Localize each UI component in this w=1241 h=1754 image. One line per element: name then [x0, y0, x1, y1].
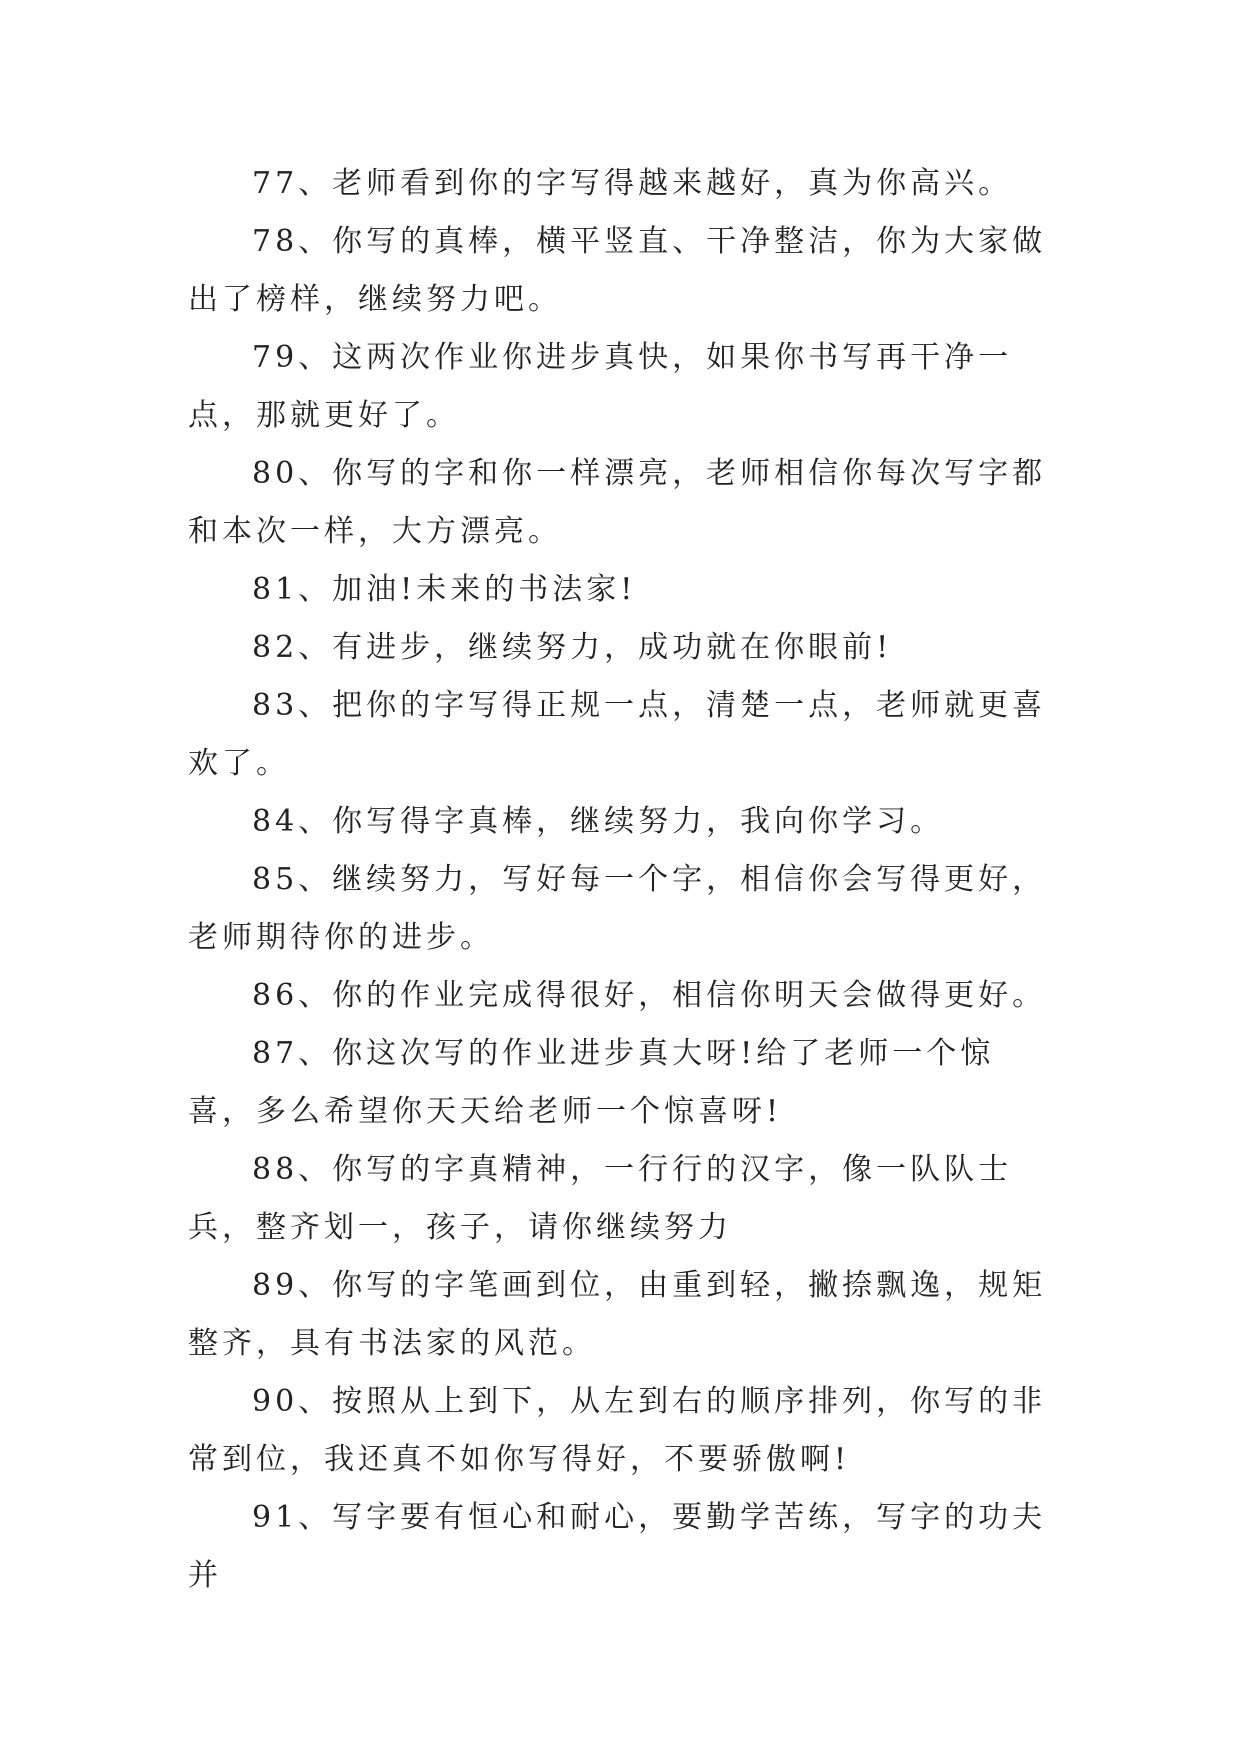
paragraph-82: 82、有进步，继续努力，成功就在你眼前!	[252, 630, 893, 665]
paragraph-83: 83、把你的字写得正规一点，清楚一点，老师就更喜欢了。	[188, 688, 1047, 781]
paragraph-79: 79、这两次作业你进步真快，如果你书写再干净一点，那就更好了。	[188, 340, 1013, 433]
document-body	[188, 155, 1058, 1605]
paragraph-80: 80、你写的字和你一样漂亮，老师相信你每次写字都和本次一样，大方漂亮。	[188, 456, 1047, 549]
paragraph-81: 81、加油!未来的书法家!	[252, 572, 637, 607]
paragraph-88: 88、你写的字真精神，一行行的汉字，像一队队士兵，整齐划一，孩子，请你继续努力	[188, 1152, 1013, 1245]
paragraph-90: 90、按照从上到下，从左到右的顺序排列，你写的非常到位，我还真不如你写得好，不要骄傲啊!	[188, 1384, 1047, 1477]
paragraph-78: 78、你写的真棒，横平竖直、干净整洁，你为大家做出了榜样，继续努力吧。	[188, 224, 1047, 317]
paragraph-91: 91、写字要有恒心和耐心，要勤学苦练，写字的功夫并	[188, 1500, 1047, 1593]
paragraph-86: 86、你的作业完成得很好，相信你明天会做得更好。	[252, 978, 1047, 1013]
paragraph-85: 85、继续努力，写好每一个字，相信你会写得更好，老师期待你的进步。	[188, 862, 1047, 955]
paragraph-77: 77、老师看到你的字写得越来越好，真为你高兴。	[252, 166, 1013, 201]
paragraph-87: 87、你这次写的作业进步真大呀!给了老师一个惊喜，多么希望你天天给老师一个惊喜呀!	[188, 1036, 995, 1129]
paragraph-89: 89、你写的字笔画到位，由重到轻，撇捺飘逸，规矩整齐，具有书法家的风范。	[188, 1268, 1047, 1361]
paragraph-84: 84、你写得字真棒，继续努力，我向你学习。	[252, 804, 945, 839]
